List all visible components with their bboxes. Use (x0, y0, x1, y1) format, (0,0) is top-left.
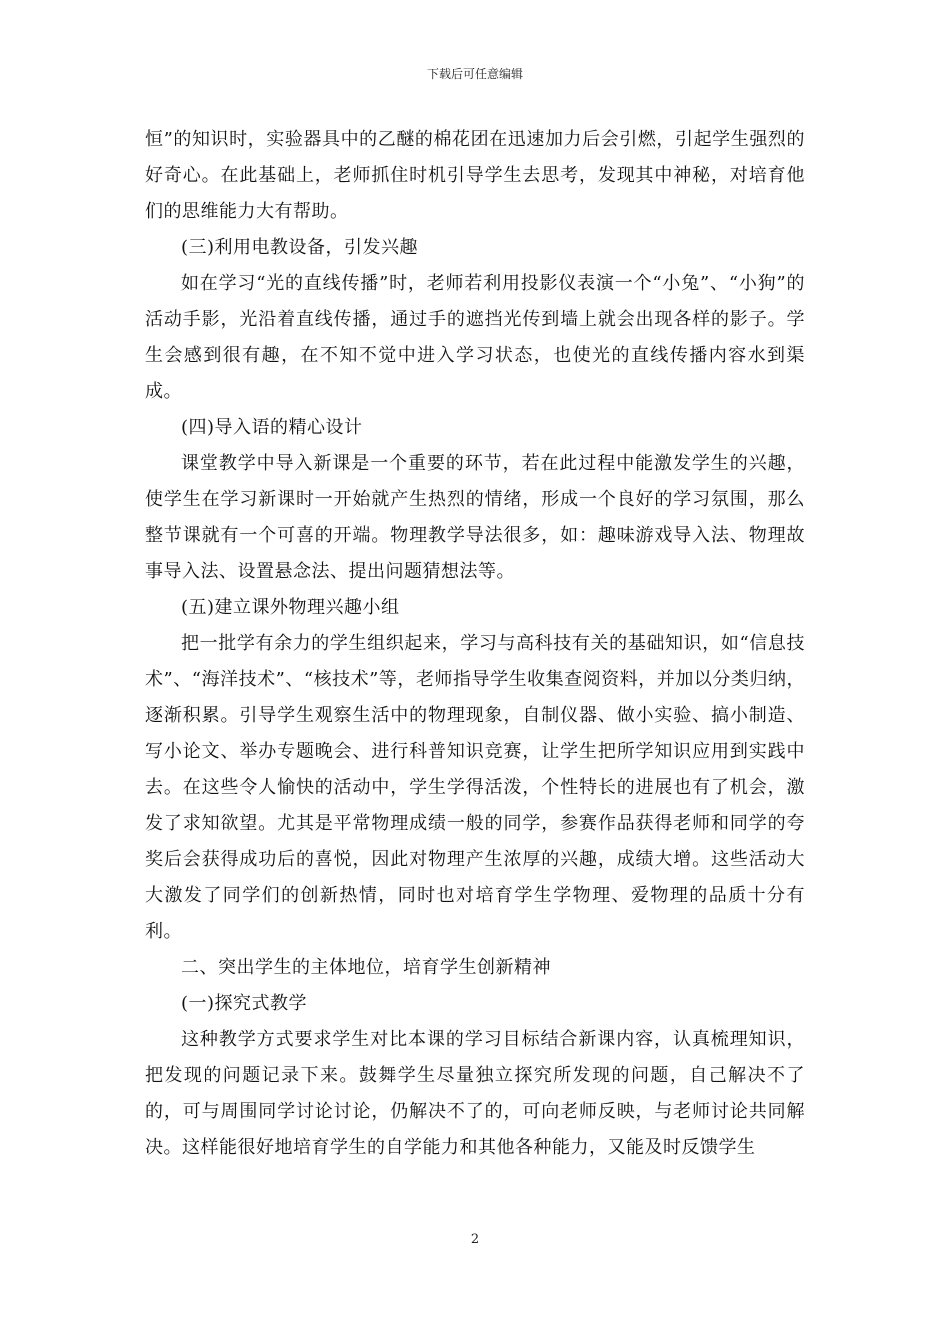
section-heading: (五)建立课外物理兴趣小组 (181, 597, 400, 618)
paragraph: 课堂教学中导入新课是一个重要的环节，若在此过程中能激发学生的兴趣，使学生在学习新课时一开始就产生热烈的情绪，形成一个良好的学习氛围，那么整节课就有一个可喜的开端。物理教学导法很多，如：趣味游戏导入法、物理故事导入法、设置悬念法、提出问题猜想法等。 (145, 453, 805, 582)
section-heading: (一)探究式教学 (181, 993, 308, 1014)
section-heading: (四)导入语的精心设计 (181, 417, 363, 438)
page-header: 下载后可任意编辑 (426, 67, 523, 81)
paragraph: 把一批学有余力的学生组织起来，学习与高科技有关的基础知识，如“信息技术”、“海洋技术”、“核技术”等，老师指导学生收集查阅资料，并加以分类归纳，逐渐积累。引导学生观察生活中的物理现象，自制仪器、做小实验、搞小制造、写小论文、举办专题晚会、进行科普知识竞赛，让学生把所学知识应用到实践中去。在这些令人愉快的活动中，学生学得活泼，个性特长的进展也有了机会，激发了求知欲望。尤其是平常物理成绩一般的同学，参赛作品获得老师和同学的夸奖后会获得成功后的喜悦，因此对物理产生浓厚的兴趣，成绩大增。这些活动大大激发了同学们的创新热情，同时也对培育学生学物理、爱物理的品质十分有利。 (145, 633, 805, 942)
page-number: 2 (470, 1232, 480, 1247)
chapter-heading: 二、突出学生的主体地位，培育学生创新精神 (181, 957, 551, 978)
section-heading: (三)利用电教设备，引发兴趣 (181, 237, 419, 258)
paragraph-continued: 恒”的知识时，实验器具中的乙醚的棉花团在迅速加力后会引燃，引起学生强烈的好奇心。在此基础上，老师抓住时机引导学生去思考，发现其中神秘，对培育他们的思维能力大有帮助。 (145, 129, 805, 222)
paragraph: 这种教学方式要求学生对比本课的学习目标结合新课内容，认真梳理知识，把发现的问题记录下来。鼓舞学生尽量独立探究所发现的问题，自己解决不了的，可与周围同学讨论讨论，仍解决不了的，可向老师反映，与老师讨论共同解决。这样能很好地培育学生的自学能力和其他各种能力，又能及时反馈学生 (145, 1029, 805, 1158)
document-body (145, 122, 805, 1166)
paragraph: 如在学习“光的直线传播”时，老师若利用投影仪表演一个“小兔”、“小狗”的活动手影，光沿着直线传播，通过手的遮挡光传到墙上就会出现各样的影子。学生会感到很有趣，在不知不觉中进入学习状态，也使光的直线传播内容水到渠成。 (145, 273, 805, 402)
